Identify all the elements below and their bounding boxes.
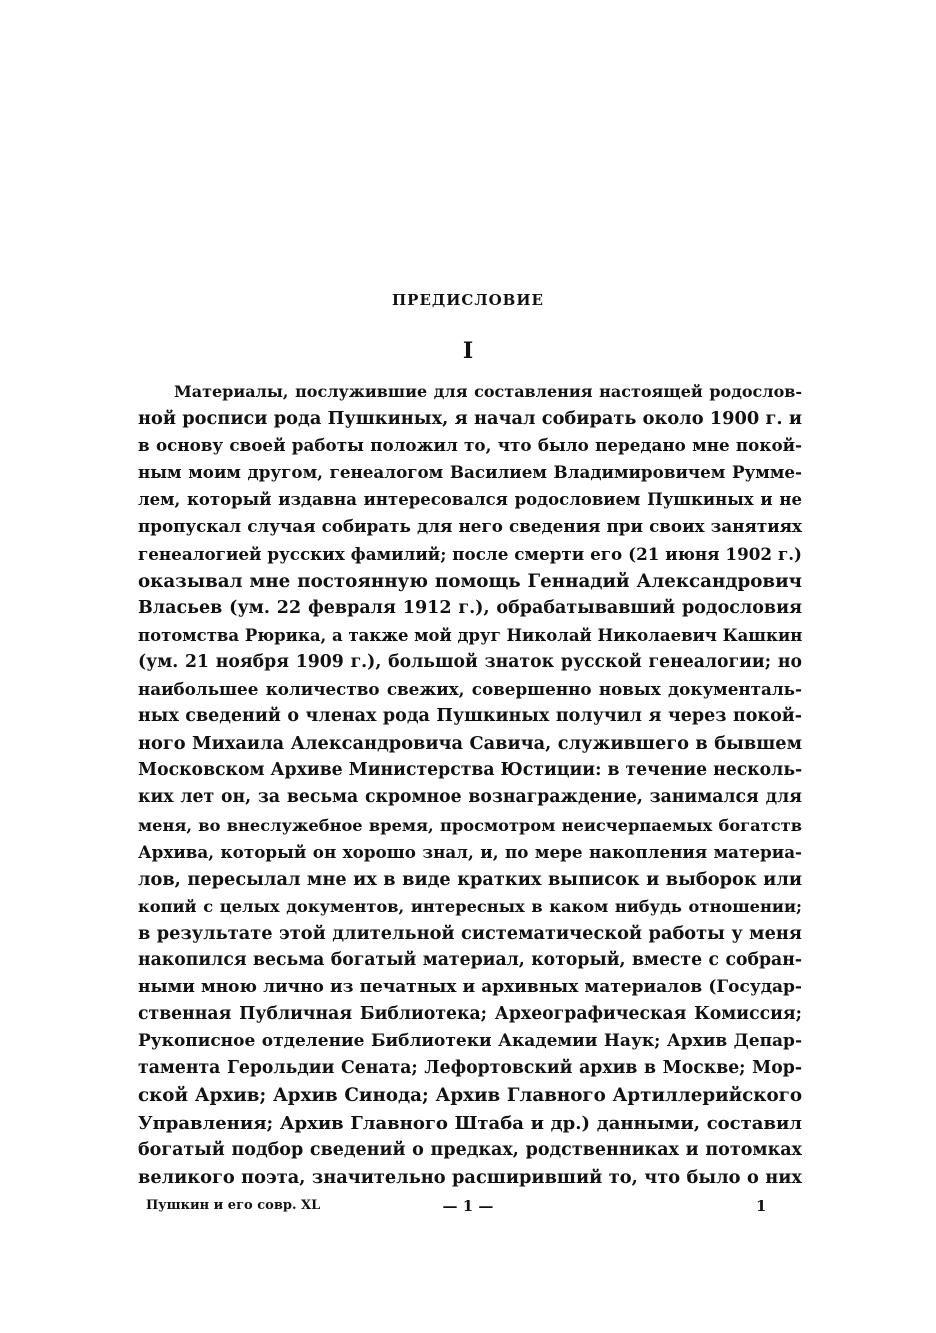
text-line: Материалы, послужившие для составления настоящей родослов- <box>174 382 802 401</box>
text-line: лов, пересылал мне их в виде кратких выписок и выборок или <box>138 868 802 890</box>
footer-page-number: — 1 — <box>442 1197 494 1215</box>
text-line: Архива, который он хорошо знал, и, по мере накопления материа- <box>138 841 802 862</box>
text-line: наибольшее количество свежих, совершенно новых документаль- <box>138 679 802 700</box>
text-line: ных сведений о членах рода Пушкиных получил я через покой- <box>138 706 802 727</box>
text-line: Московском Архиве Министерства Юстиции: в течение несколь- <box>138 760 803 781</box>
text-line: ной росписи рода Пушкиных, я начал собирать около 1900 г. и <box>138 408 802 430</box>
text-line: в основу своей работы положил то, что было передано мне покой- <box>138 435 802 456</box>
text-line: лем, который издавна интересовался родословием Пушкиных и не <box>138 490 802 510</box>
text-line: в результате этой длительной систематической работы у меня <box>138 922 802 944</box>
text-line: тамента Герольдии Сената; Лефортовский архив в Москве; Мор- <box>138 1058 802 1079</box>
text-line: богатый подбор сведений о предках, родственниках и потомках <box>138 1139 802 1160</box>
text-line: ственная Публичная Библиотека; Археографическая Комиссия; <box>138 1004 802 1025</box>
text-line: накопился весьма богатый материал, который, вместе с собран- <box>138 949 802 970</box>
body-paragraph <box>138 378 802 1191</box>
page-heading: ПРЕДИСЛОВИЕ <box>392 291 544 309</box>
text-line: Рукописное отделение Библиотеки Академии Наук; Архив Депар- <box>138 1031 802 1052</box>
text-line: копий с целых документов, интересных в каком нибудь отношении; <box>138 896 802 916</box>
text-line: пропускал случая собирать для него сведения при своих занятиях <box>138 516 802 537</box>
text-line: ного Михаила Александровича Савича, служившего в бывшем <box>138 733 802 755</box>
text-line: великого поэта, значительно расширивший то, что было о них <box>138 1166 802 1188</box>
text-line: ными мною лично из печатных и архивных материалов (Государ- <box>138 977 802 998</box>
text-line: ской Архив; Архив Синода; Архив Главного Артиллерийского <box>138 1085 802 1107</box>
text-line: Управления; Архив Главного Штаба и др.) данными, составил <box>138 1112 802 1134</box>
text-line: оказывал мне постоянную помощь Геннадий Александрович <box>138 570 802 592</box>
text-line: (ум. 21 ноября 1909 г.), большой знаток русской генеалогии; но <box>138 651 802 672</box>
text-line: ным моим другом, генеалогом Василием Владимировичем Румме- <box>138 462 802 483</box>
footer-running-title: Пушкин и его совр. XL <box>146 1198 321 1213</box>
text-line: меня, во внеслужебное время, просмотром неисчерпаемых богатств <box>138 815 802 835</box>
section-number: I <box>462 338 474 364</box>
footer-signature-mark: 1 <box>756 1197 767 1215</box>
text-line: ких лет он, за весьма скромное вознаграждение, занимался для <box>138 787 802 808</box>
text-line: Власьев (ум. 22 февраля 1912 г.), обрабатывавший родословия <box>138 597 802 618</box>
text-line: генеалогией русских фамилий; после смерти его (21 июня 1902 г.) <box>138 543 802 564</box>
text-line: потомства Рюрика, а также мой друг Николай Николаевич Кашкин <box>138 625 803 645</box>
